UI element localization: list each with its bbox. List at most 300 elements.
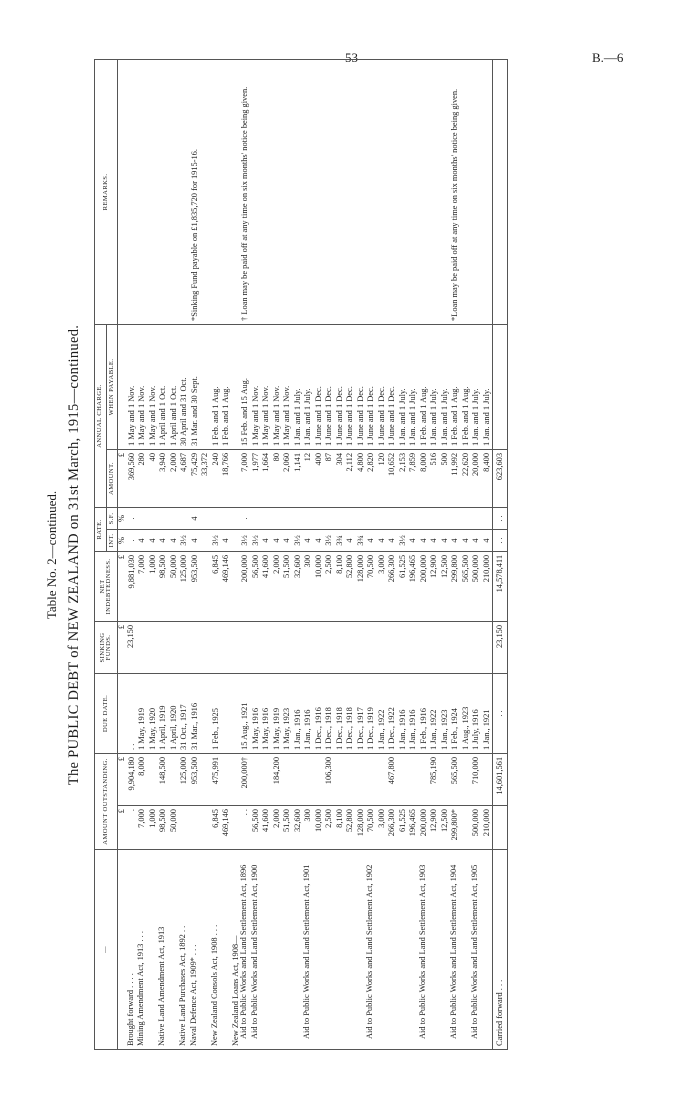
- interest-rate-cell: [419, 529, 451, 551]
- amount-total: 785,190: [429, 756, 438, 785]
- sinking-fund-rate: [335, 511, 346, 526]
- net-indebtedness: 196,465: [408, 554, 417, 583]
- interest-rate: 4: [376, 538, 386, 543]
- interest-rate: 4: [303, 538, 312, 543]
- sinking-fund-rate: [211, 511, 222, 526]
- due-date: 1 Dec., 1919: [366, 707, 375, 750]
- when-payable-cell: [419, 324, 451, 449]
- amount-item: 300: [303, 809, 312, 822]
- interest-rate-cell: [232, 529, 240, 551]
- header-due-date: DUE DATE.: [95, 673, 118, 753]
- when-payable: 1 June and 1 Dec.: [376, 386, 386, 446]
- due-date: 1 Jan., 1916: [397, 709, 407, 750]
- annual-charge-amount: 240: [210, 452, 220, 466]
- remarks-cell: [303, 59, 366, 324]
- interest-rate-cell: [137, 529, 158, 551]
- sinking-fund-rate: [169, 511, 180, 526]
- net-indebtedness: 8,100: [334, 554, 344, 574]
- due-date-cell: [190, 673, 211, 753]
- annual-charge-amount: 2,060: [282, 452, 291, 472]
- when-payable: 1 June and 1 Dec.: [345, 386, 354, 446]
- interest-rate-cell: [471, 529, 493, 551]
- when-payable: 1 Jan. and 1 July.: [429, 388, 438, 446]
- table-row: [211, 59, 232, 1049]
- net-indebtedness: 10,000: [313, 554, 323, 579]
- header-rate: RATE.: [95, 507, 107, 551]
- net-indebtedness: 200,000: [418, 554, 428, 583]
- amount-total: 9,904,180: [126, 756, 136, 791]
- net-indebtedness: 2,000: [271, 554, 281, 574]
- page-number: 53: [345, 50, 358, 65]
- amount-outstanding-items: [211, 806, 232, 850]
- due-date: 1 Dec., 1922: [387, 707, 396, 750]
- due-date: 1 Jan., 1916: [303, 709, 312, 750]
- sinking-funds-cell: [211, 621, 232, 673]
- due-date: 1 May, 1916: [250, 707, 260, 750]
- amount-total: [169, 757, 180, 802]
- interest-rate: .: [126, 539, 136, 542]
- net-indebtedness: 98,500: [158, 554, 168, 579]
- table-row: [127, 59, 138, 1049]
- sinking-fund-rate-cell: [190, 507, 211, 529]
- amount-item: 56,500: [250, 809, 260, 833]
- sinking-fund-rate-cell: [251, 507, 304, 529]
- header-sf: S.F.: [106, 507, 118, 529]
- when-payable-cell: [137, 324, 158, 449]
- sinking-fund-rate: [398, 511, 409, 526]
- amount-total: 710,000: [471, 756, 480, 785]
- table-title: The PUBLIC DEBT of NEW ZEALAND on 31st March, 1915—continued.: [66, 324, 82, 786]
- net-indebtedness-cell: [211, 551, 232, 621]
- net-indebtedness: 12,500: [439, 554, 449, 579]
- amount-outstanding-items: [179, 806, 190, 850]
- when-payable-cell: [179, 324, 190, 449]
- when-payable: 1 April and 1 Oct.: [168, 385, 178, 446]
- amount-item: 12,500: [439, 809, 449, 833]
- unit-blank: [118, 324, 127, 449]
- when-payable: 1 Feb. and 1 Aug.: [418, 386, 428, 446]
- amount-total: [345, 757, 356, 802]
- amount-outstanding-total: [232, 753, 240, 805]
- sinking-fund-rate-cell: [211, 507, 232, 529]
- due-date: 31 Mar., 1916: [189, 702, 199, 750]
- amount-item: 10,000: [313, 809, 323, 833]
- sinking-fund-rate: [158, 511, 169, 526]
- amount-total: 475,991: [210, 756, 220, 785]
- when-payable: 15 Feb. and 15 Aug.: [240, 378, 249, 446]
- sinking-funds-cell: 23,150: [127, 621, 138, 673]
- interest-rate: 4: [147, 538, 157, 543]
- interest-rate-cell: [211, 529, 232, 551]
- remarks-cell: [251, 59, 304, 324]
- when-payable: 1 Jan. and 1 July.: [292, 388, 302, 446]
- header-amount: AMOUNT.: [106, 449, 118, 507]
- amount-total: [440, 757, 451, 802]
- amount-total: 953,500: [189, 756, 199, 785]
- carried-annual-charge: 623,603: [493, 449, 508, 507]
- sinking-fund-rate: [314, 511, 325, 526]
- amount-item: 2,500: [324, 809, 333, 828]
- remarks-cell: [179, 59, 190, 324]
- when-payable-cell: [450, 324, 471, 449]
- annual-charge-amount: 10,652: [387, 452, 396, 476]
- row-description: Native Land Purchases Act, 1892 . .: [179, 850, 190, 1050]
- due-date-cell: [366, 673, 419, 753]
- table-caption: Table No. 2—continued.: [44, 490, 59, 620]
- sinking-funds-cell: [366, 621, 419, 673]
- when-payable: 1 May and 1 Nov.: [282, 385, 291, 446]
- annual-charge-amount: 400: [313, 452, 323, 466]
- when-payable: 1 May and 1 Nov.: [147, 385, 157, 446]
- when-payable-cell: [366, 324, 419, 449]
- amount-total: [293, 757, 304, 802]
- due-date-cell: [232, 673, 240, 753]
- due-date: 1 Dec., 1917: [355, 707, 365, 750]
- table-row: [471, 59, 493, 1049]
- annual-charge-amount: 20,000: [471, 452, 480, 476]
- amount-item: .: [126, 809, 136, 812]
- row-description: Aid to Public Works and Land Settlement Act, 1896: [240, 850, 251, 1050]
- annual-charge-amount: 1,664: [261, 452, 270, 472]
- net-indebtedness-cell: [471, 551, 493, 621]
- annual-charge-amount: 8,000: [418, 452, 428, 472]
- carried-forward-label: Carried forward . . .: [493, 850, 508, 1050]
- amount-item: 98,500: [158, 809, 168, 833]
- amount-item: 210,000: [481, 809, 491, 837]
- interest-rate: 3½: [179, 535, 189, 546]
- amount-outstanding-total: [419, 753, 451, 805]
- amount-outstanding-total: [251, 753, 304, 805]
- annual-charge-amount: 1,141: [292, 452, 302, 472]
- public-debt-table: [94, 59, 508, 1050]
- sinking-fund-rate: [148, 511, 159, 526]
- amount-outstanding-items: [303, 806, 366, 850]
- carried-net-indebtedness: 14,578,411: [493, 551, 508, 621]
- header-int: INT.: [106, 529, 118, 551]
- when-payable: 1 April and 1 Oct.: [158, 385, 168, 446]
- interest-rate: 4: [366, 538, 375, 543]
- sinking-fund-rate-cell: [366, 507, 419, 529]
- net-indebtedness: 51,500: [282, 554, 291, 579]
- when-payable: 1 June and 1 Dec.: [366, 386, 375, 446]
- due-date: 1 Aug., 1923: [460, 706, 470, 750]
- when-payable: 1 May and 1 Nov.: [250, 385, 260, 446]
- when-payable-cell: [190, 324, 211, 449]
- due-date: 1 Jan., 1916: [292, 709, 302, 750]
- net-indebtedness-cell: [366, 551, 419, 621]
- annual-charge-amount: 2,000: [168, 452, 178, 472]
- table-row: [137, 59, 158, 1049]
- sinking-funds-cell: [419, 621, 451, 673]
- header-amount-outstanding: AMOUNT OUTSTANDING.: [95, 753, 118, 849]
- table-row: [303, 59, 366, 1049]
- amount-total: [282, 757, 293, 802]
- due-date-cell: [471, 673, 493, 753]
- sinking-fund-rate: [272, 511, 283, 526]
- table-row: [450, 59, 471, 1049]
- unit-pound: £: [118, 449, 127, 507]
- annual-charge-amount-cell: [419, 449, 451, 507]
- net-indebtedness: 7,000: [137, 554, 147, 574]
- interest-rate: 4: [189, 538, 199, 543]
- when-payable: 1 May and 1 Nov.: [271, 385, 281, 446]
- amount-total: [356, 757, 367, 802]
- due-date: 1 Feb., 1925: [210, 708, 220, 750]
- sinking-fund-rate-cell: [127, 507, 138, 529]
- sinking-fund-rate: [440, 511, 451, 526]
- annual-charge-amount: 304: [334, 452, 344, 466]
- carried-int: . .: [493, 529, 508, 551]
- due-date-cell: [158, 673, 179, 753]
- table-row: [366, 59, 419, 1049]
- amount-item: 266,300: [387, 809, 396, 837]
- sinking-funds-cell: [190, 621, 211, 673]
- due-date: 1 Dec., 1918: [334, 707, 344, 750]
- net-indebtedness-cell: [240, 551, 251, 621]
- amount-outstanding-total: [303, 753, 366, 805]
- carried-sf: . .: [493, 507, 508, 529]
- due-date: 1 Jan., 1922: [429, 709, 438, 750]
- due-date-cell: [127, 673, 138, 753]
- interest-rate: 3½: [397, 535, 407, 546]
- due-date: 1 May, 1919: [271, 707, 281, 750]
- unit-pound: £: [118, 621, 127, 673]
- amount-outstanding-total: [179, 753, 190, 805]
- amount-item: 6,845: [210, 809, 220, 828]
- page-reference: B.—6: [592, 50, 624, 65]
- due-date: 31 Oct., 1917: [179, 704, 189, 750]
- sinking-fund-rate: 4: [189, 516, 199, 521]
- interest-rate: 4: [429, 538, 438, 543]
- amount-total: 200,000†: [240, 756, 249, 789]
- sinking-fund-rate: [221, 511, 232, 526]
- interest-rate: 4: [439, 538, 449, 543]
- net-indebtedness: 52,800: [345, 554, 354, 579]
- annual-charge-amount: 40: [147, 452, 157, 462]
- sinking-fund-rate-cell: [179, 507, 190, 529]
- annual-charge-amount: 12: [303, 452, 312, 462]
- amount-item: [179, 809, 190, 846]
- interest-rate-cell: [127, 529, 138, 551]
- amount-item: 2,000: [271, 809, 281, 828]
- amount-outstanding-items: [137, 806, 158, 850]
- sinking-fund-rate: [179, 511, 190, 526]
- amount-item: 51,500: [282, 809, 291, 833]
- annual-charge-amount: 4,687: [179, 452, 189, 472]
- due-date: 1 April, 1919: [158, 705, 168, 750]
- net-indebtedness-cell: [179, 551, 190, 621]
- amount-total: [303, 757, 314, 802]
- amount-item: 500,000: [471, 809, 480, 837]
- row-description: Aid to Public Works and Land Settlement Act, 1905: [471, 850, 493, 1050]
- when-payable: 1 Jan. and 1 July.: [471, 388, 480, 446]
- net-indebtedness: 128,000: [355, 554, 365, 583]
- net-indebtedness-cell: [137, 551, 158, 621]
- sinking-funds-cell: [471, 621, 493, 673]
- annual-charge-amount: 18,766: [221, 452, 231, 476]
- net-indebtedness: 1,000: [147, 554, 157, 574]
- amount-outstanding-items: [240, 806, 251, 850]
- annual-charge-amount: 33,372: [200, 452, 210, 476]
- interest-rate: 3½: [240, 535, 249, 546]
- annual-charge-amount-cell: [211, 449, 232, 507]
- annual-charge-amount: 22,620: [460, 452, 470, 476]
- interest-rate-cell: [251, 529, 304, 551]
- carried-blank: [493, 806, 508, 850]
- net-indebtedness-cell: [190, 551, 211, 621]
- amount-total: 148,500: [158, 756, 168, 785]
- due-date: 1 April, 1920: [168, 705, 178, 750]
- amount-total: [419, 757, 430, 802]
- amount-total: [408, 757, 419, 802]
- when-payable-cell: [158, 324, 179, 449]
- remarks-cell: [127, 59, 138, 324]
- interest-rate: 4: [137, 538, 147, 543]
- due-date: 1 July, 1916: [471, 709, 480, 750]
- net-indebtedness: 9,881,030: [126, 554, 136, 589]
- interest-rate-cell: [158, 529, 179, 551]
- due-date-cell: [251, 673, 304, 753]
- sinking-fund-rate: [450, 511, 461, 526]
- carried-due: . .: [493, 673, 508, 753]
- due-date-cell: [137, 673, 158, 753]
- annual-charge-amount-cell: [366, 449, 419, 507]
- due-date: 1 May, 1916: [261, 707, 270, 750]
- due-date-cell: [211, 673, 232, 753]
- when-payable: 1 Feb. and 1 Aug.: [460, 386, 470, 446]
- amount-item: 41,600: [261, 809, 270, 833]
- when-payable: 1 Jan. and 1 July.: [397, 388, 407, 446]
- table-row: [190, 59, 211, 1049]
- due-date: 1 Dec., 1918: [324, 707, 333, 750]
- when-payable: 30 April and 31 Oct.: [179, 377, 189, 446]
- sinking-fund-rate: [461, 511, 472, 526]
- table-row: [179, 59, 190, 1049]
- net-indebtedness: 2,500: [324, 554, 333, 574]
- when-payable-cell: [232, 324, 240, 449]
- net-indebtedness: 12,900: [429, 554, 438, 579]
- remarks-cell: *Loan may be paid off at any time on six months' notice being given.: [450, 59, 471, 324]
- net-indebtedness: 6,845: [210, 554, 220, 574]
- annual-charge-amount: 500: [439, 452, 449, 466]
- sinking-funds-cell: [450, 621, 471, 673]
- sinking-fund-rate: [137, 511, 148, 526]
- annual-charge-amount: 120: [376, 452, 386, 466]
- net-indebtedness: 125,000: [179, 554, 189, 583]
- sinking-funds-cell: [179, 621, 190, 673]
- remarks-cell: [419, 59, 451, 324]
- annual-charge-amount: 4,800: [355, 452, 365, 472]
- when-payable: 1 June and 1 Dec.: [387, 386, 396, 446]
- row-description: Naval Defence Act, 1909* . . .: [190, 850, 211, 1050]
- when-payable: 1 June and 1 Dec.: [355, 386, 365, 446]
- table-row: [240, 59, 251, 1049]
- header-remarks: REMARKS.: [95, 59, 118, 324]
- due-date: 1 May, 1920: [147, 707, 157, 750]
- amount-total: 467,800: [387, 756, 396, 785]
- interest-rate-cell: [450, 529, 471, 551]
- when-payable: 1 Feb. and 1 Aug.: [450, 386, 459, 446]
- amount-outstanding-total: [158, 753, 179, 805]
- sinking-fund-rate: [303, 511, 314, 526]
- amount-outstanding-total: [127, 753, 138, 805]
- sinking-funds-cell: [158, 621, 179, 673]
- amount-item: 469,146: [221, 809, 231, 837]
- net-indebtedness: 266,300: [387, 554, 396, 583]
- annual-charge-amount: 11,992: [450, 452, 459, 476]
- interest-rate: 4: [345, 538, 354, 543]
- row-description: New Zealand Consols Act, 1908 . . .: [211, 850, 232, 1050]
- amount-outstanding-items: [127, 806, 138, 850]
- annual-charge-amount: 7,859: [408, 452, 417, 472]
- when-payable-cell: [471, 324, 493, 449]
- sinking-fund-rate-cell: [450, 507, 471, 529]
- annual-charge-amount: 2,153: [397, 452, 407, 472]
- net-indebtedness: 300: [303, 554, 312, 568]
- annual-charge-amount: 369,560: [126, 452, 136, 481]
- carried-sinking-funds: 23,150: [493, 621, 508, 673]
- interest-rate: 4: [450, 538, 459, 543]
- due-date-cell: [303, 673, 366, 753]
- annual-charge-amount-cell: [240, 449, 251, 507]
- interest-rate: 4: [168, 538, 178, 543]
- annual-charge-amount: 3,940: [158, 452, 168, 472]
- header-sinking-funds: SINKING FUNDS.: [95, 621, 118, 673]
- sinking-fund-rate-cell: [232, 507, 240, 529]
- unit-pound: £: [118, 753, 127, 805]
- due-date: 1 Dec., 1918: [345, 707, 354, 750]
- amount-outstanding-total: [450, 753, 471, 805]
- interest-rate: 4: [460, 538, 470, 543]
- row-description: Aid to Public Works and Land Settlement Act, 1902: [366, 850, 419, 1050]
- amount-item: 128,000: [355, 809, 365, 837]
- unit-pound: £: [118, 551, 127, 621]
- interest-rate-cell: [240, 529, 251, 551]
- due-date: 1 May, 1919: [137, 707, 147, 750]
- net-indebtedness: 61,525: [397, 554, 407, 579]
- net-indebtedness: 3,000: [376, 554, 386, 574]
- amount-total: [482, 757, 493, 802]
- annual-charge-amount-cell: [450, 449, 471, 507]
- annual-charge-amount: 2,112: [345, 452, 354, 472]
- interest-rate: 4: [261, 538, 270, 543]
- remarks-cell: [211, 59, 232, 324]
- interest-rate: 4: [282, 538, 291, 543]
- interest-rate-cell: [190, 529, 211, 551]
- annual-charge-amount: 2,820: [366, 452, 375, 472]
- remarks-cell: [158, 59, 179, 324]
- amount-item: 61,525: [397, 809, 407, 833]
- when-payable: 1 June and 1 Dec.: [313, 386, 323, 446]
- unit-blank: [118, 673, 127, 753]
- interest-rate: 4: [271, 538, 281, 543]
- annual-charge-amount-cell: [303, 449, 366, 507]
- row-description: Brought forward . . . .: [127, 850, 138, 1050]
- when-payable-cell: [240, 324, 251, 449]
- amount-outstanding-total: [211, 753, 232, 805]
- table-row: [251, 59, 304, 1049]
- net-indebtedness: 299,800: [450, 554, 459, 583]
- net-indebtedness-cell: [251, 551, 304, 621]
- net-indebtedness: 200,000: [240, 554, 249, 583]
- sinking-fund-rate: [251, 511, 262, 526]
- row-description: Aid to Public Works and Land Settlement Act, 1900: [251, 850, 304, 1050]
- due-date: 1 Jan., 1923: [439, 709, 449, 750]
- carried-blank: [493, 59, 508, 324]
- due-date: 1 Jan., 1916: [408, 709, 417, 750]
- when-payable: 1 Feb. and 1 Aug.: [210, 386, 220, 446]
- amount-total: 184,200: [271, 756, 281, 785]
